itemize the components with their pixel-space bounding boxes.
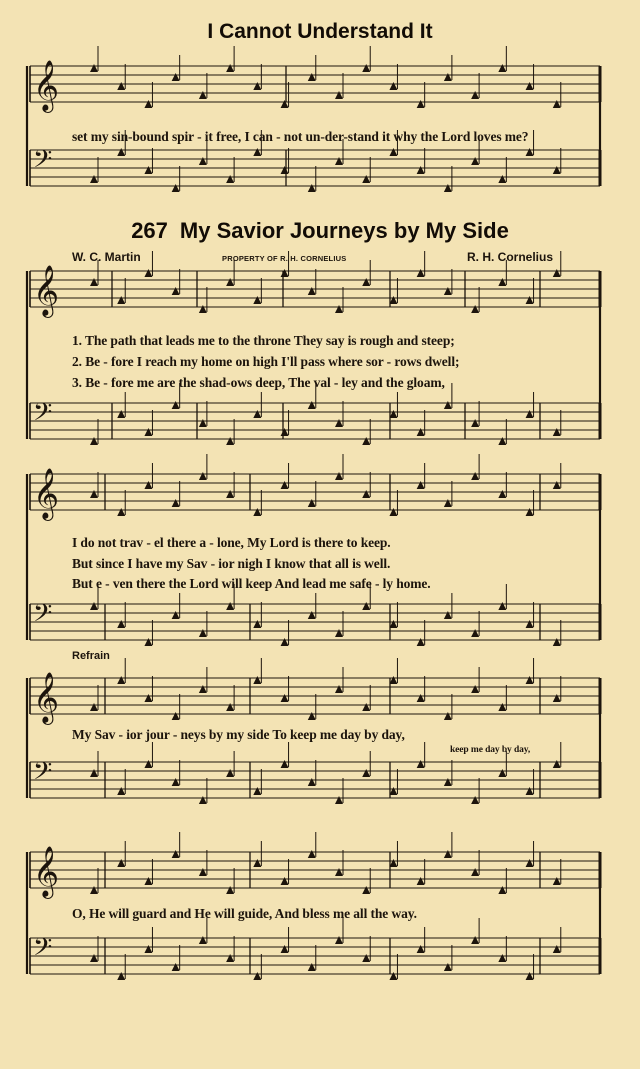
note-head: [308, 184, 316, 192]
note-head: [117, 859, 125, 867]
note-head: [417, 100, 425, 108]
note-head: [226, 769, 234, 777]
note-head: [172, 184, 180, 192]
note-head: [444, 73, 452, 81]
verse-3-line-2: But e - ven there the Lord will keep And lead me safe - ly home.: [72, 576, 431, 591]
note-head: [253, 620, 261, 628]
note-head: [199, 305, 207, 313]
bass-clef-icon: 𝄢: [33, 145, 53, 180]
note-head: [362, 64, 370, 72]
note-head: [199, 685, 207, 693]
note-head: [498, 602, 506, 610]
note-head: [362, 886, 370, 894]
note-head: [444, 850, 452, 858]
note-head: [471, 91, 479, 99]
note-head: [526, 620, 534, 628]
note-head: [417, 760, 425, 768]
note-head: [144, 269, 152, 277]
note-head: [526, 410, 534, 418]
note-head: [90, 602, 98, 610]
note-head: [90, 769, 98, 777]
note-head: [362, 278, 370, 286]
note-head: [362, 490, 370, 498]
note-head: [308, 401, 316, 409]
note-head: [144, 760, 152, 768]
note-head: [444, 287, 452, 295]
note-head: [144, 100, 152, 108]
note-head: [471, 685, 479, 693]
note-head: [417, 428, 425, 436]
note-head: [553, 694, 561, 702]
note-head: [498, 886, 506, 894]
note-head: [335, 305, 343, 313]
note-head: [172, 778, 180, 786]
note-head: [172, 73, 180, 81]
note-head: [117, 410, 125, 418]
note-head: [144, 694, 152, 702]
note-head: [308, 499, 316, 507]
note-head: [308, 963, 316, 971]
note-head: [444, 778, 452, 786]
note-head: [335, 796, 343, 804]
note-head: [144, 638, 152, 646]
note-head: [335, 936, 343, 944]
note-head: [553, 100, 561, 108]
note-head: [199, 419, 207, 427]
note-head: [281, 877, 289, 885]
note-head: [253, 410, 261, 418]
note-head: [471, 936, 479, 944]
note-head: [253, 148, 261, 156]
note-head: [444, 184, 452, 192]
note-head: [281, 638, 289, 646]
note-head: [281, 100, 289, 108]
note-head: [117, 296, 125, 304]
previous-hymn-title: I Cannot Understand It: [207, 20, 433, 43]
note-head: [117, 82, 125, 90]
note-head: [226, 64, 234, 72]
note-head: [199, 91, 207, 99]
note-head: [498, 954, 506, 962]
note-head: [172, 611, 180, 619]
note-head: [417, 694, 425, 702]
note-head: [199, 472, 207, 480]
note-head: [90, 490, 98, 498]
note-head: [117, 972, 125, 980]
note-head: [253, 787, 261, 795]
verse-2-line-2: But since I have my Sav - ior nigh I know that all is well.: [72, 556, 391, 571]
property-note: PROPERTY OF R. H. CORNELIUS: [222, 254, 347, 263]
note-head: [281, 945, 289, 953]
note-head: [526, 676, 534, 684]
note-head: [253, 296, 261, 304]
note-head: [362, 175, 370, 183]
note-head: [90, 175, 98, 183]
note-head: [281, 269, 289, 277]
refrain-line-1: My Sav - ior jour - neys by my side To keep me day by day,: [72, 727, 405, 742]
verse-3-line-1: 3. Be - fore me are the shad-ows deep, The val - ley and the gloam,: [72, 375, 445, 390]
refrain-echo: keep me day by day,: [450, 745, 531, 755]
note-head: [444, 499, 452, 507]
note-head: [226, 954, 234, 962]
refrain-label: Refrain: [72, 650, 110, 662]
note-head: [553, 760, 561, 768]
note-head: [526, 508, 534, 516]
note-head: [90, 437, 98, 445]
note-head: [117, 676, 125, 684]
note-head: [498, 437, 506, 445]
note-head: [308, 73, 316, 81]
note-head: [335, 91, 343, 99]
note-head: [335, 629, 343, 637]
note-head: [553, 269, 561, 277]
note-head: [553, 877, 561, 885]
note-head: [253, 82, 261, 90]
note-head: [362, 769, 370, 777]
note-head: [417, 481, 425, 489]
note-head: [498, 703, 506, 711]
note-head: [199, 629, 207, 637]
refrain-line-2: O, He will guard and He will guide, And bless me all the way.: [72, 906, 417, 921]
note-head: [471, 419, 479, 427]
note-head: [444, 401, 452, 409]
note-head: [199, 868, 207, 876]
note-head: [526, 859, 534, 867]
note-head: [90, 954, 98, 962]
note-head: [526, 148, 534, 156]
note-head: [172, 287, 180, 295]
note-head: [117, 148, 125, 156]
treble-clef-icon: 𝄞: [33, 60, 60, 111]
note-head: [253, 676, 261, 684]
note-head: [553, 638, 561, 646]
note-head: [335, 472, 343, 480]
bass-clef-icon: 𝄢: [33, 933, 53, 968]
note-head: [226, 175, 234, 183]
hymn-title: My Savior Journeys by My Side: [179, 218, 509, 243]
hymn-number: 267: [131, 218, 168, 243]
note-head: [362, 602, 370, 610]
verse-1-line-2: I do not trav - el there a - lone, My Lord is there to keep.: [72, 535, 391, 550]
treble-clef-icon: 𝄞: [33, 846, 60, 897]
note-head: [226, 490, 234, 498]
note-head: [144, 945, 152, 953]
note-head: [417, 269, 425, 277]
bass-clef-icon: 𝄢: [33, 398, 53, 433]
note-head: [253, 859, 261, 867]
note-head: [389, 82, 397, 90]
note-head: [526, 972, 534, 980]
note-head: [471, 796, 479, 804]
note-head: [281, 694, 289, 702]
note-head: [117, 508, 125, 516]
composer-credit: R. H. Cornelius: [467, 250, 554, 264]
author-credit: W. C. Martin: [72, 250, 141, 264]
note-head: [362, 954, 370, 962]
note-head: [389, 148, 397, 156]
note-head: [471, 868, 479, 876]
note-head: [335, 868, 343, 876]
note-head: [144, 481, 152, 489]
treble-clef-icon: 𝄞: [33, 468, 60, 519]
note-head: [417, 638, 425, 646]
note-head: [444, 611, 452, 619]
note-head: [253, 508, 261, 516]
note-head: [144, 877, 152, 885]
note-head: [308, 712, 316, 720]
note-head: [226, 437, 234, 445]
note-head: [471, 472, 479, 480]
note-head: [308, 850, 316, 858]
note-head: [444, 963, 452, 971]
note-head: [226, 703, 234, 711]
treble-clef-icon: 𝄞: [33, 265, 60, 316]
note-head: [199, 936, 207, 944]
note-head: [199, 796, 207, 804]
note-head: [308, 287, 316, 295]
note-head: [172, 850, 180, 858]
note-head: [117, 620, 125, 628]
note-head: [308, 611, 316, 619]
note-head: [553, 945, 561, 953]
note-head: [362, 703, 370, 711]
note-head: [335, 157, 343, 165]
note-head: [471, 305, 479, 313]
note-head: [226, 886, 234, 894]
note-head: [498, 175, 506, 183]
note-head: [526, 82, 534, 90]
note-head: [172, 963, 180, 971]
bass-clef-icon: 𝄢: [33, 599, 53, 634]
note-head: [526, 787, 534, 795]
note-head: [172, 401, 180, 409]
note-head: [253, 972, 261, 980]
note-head: [144, 428, 152, 436]
treble-clef-icon: 𝄞: [33, 672, 60, 723]
note-head: [471, 629, 479, 637]
note-head: [498, 490, 506, 498]
verse-1-line-1: 1. The path that leads me to the throne They say is rough and steep;: [72, 333, 455, 348]
note-head: [226, 602, 234, 610]
note-head: [172, 712, 180, 720]
note-head: [199, 157, 207, 165]
note-head: [335, 419, 343, 427]
note-head: [417, 877, 425, 885]
note-head: [90, 886, 98, 894]
bass-clef-icon: 𝄢: [33, 757, 53, 792]
note-head: [226, 278, 234, 286]
note-head: [553, 481, 561, 489]
note-head: [281, 166, 289, 174]
note-head: [90, 64, 98, 72]
previous-hymn-lyric: set my sin-bound spir - it free, I can - not un-der-stand it why the Lord loves me?: [72, 129, 529, 144]
note-head: [498, 64, 506, 72]
verse-2-line-1: 2. Be - fore I reach my home on high I'll pass where sor - rows dwell;: [72, 354, 460, 369]
note-head: [362, 437, 370, 445]
note-head: [90, 278, 98, 286]
note-head: [553, 428, 561, 436]
note-head: [498, 769, 506, 777]
note-head: [444, 712, 452, 720]
note-head: [281, 481, 289, 489]
note-head: [526, 296, 534, 304]
note-head: [281, 428, 289, 436]
note-head: [417, 166, 425, 174]
note-head: [117, 787, 125, 795]
note-head: [308, 778, 316, 786]
note-head: [417, 945, 425, 953]
note-head: [498, 278, 506, 286]
note-head: [553, 166, 561, 174]
note-head: [471, 157, 479, 165]
note-head: [90, 703, 98, 711]
note-head: [281, 760, 289, 768]
note-head: [335, 685, 343, 693]
note-head: [172, 499, 180, 507]
note-head: [144, 166, 152, 174]
